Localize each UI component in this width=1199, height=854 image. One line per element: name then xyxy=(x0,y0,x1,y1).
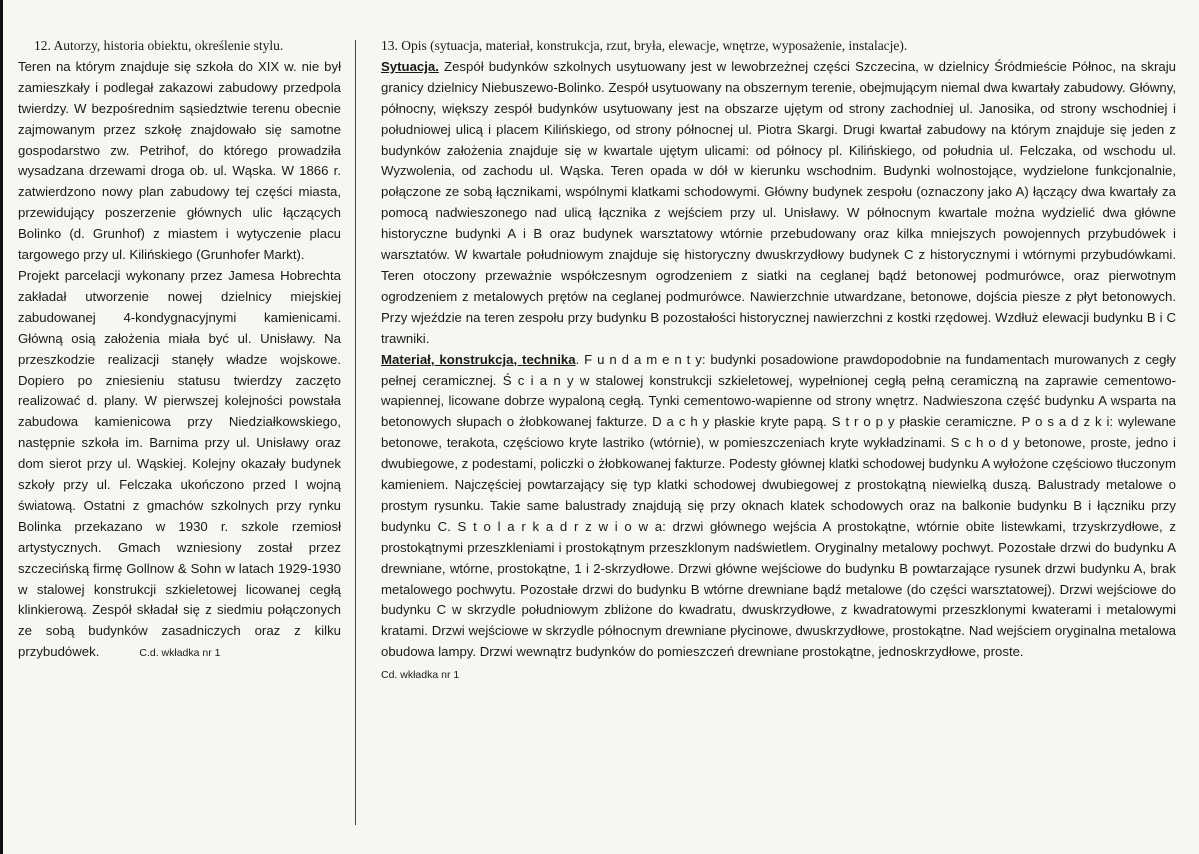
fundamenty-text: : budynki posadowione prawdopodobnie na fundamentach murowanych z cegły pełnej ceramicznej. xyxy=(381,351,1177,388)
sciany-label: Ś c i a n y xyxy=(502,372,574,388)
situation-text: Zespół budynków szkolnych usytuowany jest w lewobrzeżnej części Szczecina, w dzielnicy Śródmieście Północ, na skraju granicy dzielnicy Niebuszewo-Bolinko. Zespół usytuowany na obszernym terenie, obejmującym niemal dwa kwartały zabudowy. Główny, północny, większy zespół budynków usytuowany jest na obszarze ujętym od strony zachodniej ul. Janosika, od strony wschodniej i południowej ulicą i placem Kilińskiego, od strony północnej ul. Piotra Skargi. Drugi kwartał zabudowy na którym znajduje się jeden z budynków założenia znajduje się w kwartale ujętym ulicami: od północy pl. Kilińskiego, od południa ul. Felczaka, od wschodu ul. Wyzwolenia, od zachodu ul. Wąska. Teren opada w dół w kierunku wschodnim. Budynki wolnostojące, wydzielone funkcjonalnie, połączone ze sobą łącznikami, wspólnymi klatkami schodowymi. Główny budynek zespołu (oznaczony jako A) łączący dwa kwartały za pomocą nadwieszonego nad ulicą łącznika z wejściem przy ul. Unisławy. W północnym kwartale można wydzielić dwa główne historyczne budynki A i B oraz budynek warsztatowy wtórnie przebudowany oraz kilka mniejszych powojennych przybudówek i warsztatów. W kwartale południowym znajduje się historyczny dwuskrzydłowy budynek C z historycznymi i wtórnymi przybudówkami. Teren otoczony przeważnie współczesnym ogrodzeniem z siatki na ceglanej bądź betonowej podmurówce, oraz pierwotnym ogrodzeniem z metalowych prętów na ceglanej podmurówce. Nawierzchnie utwardzane, betonowe, dojścia piesze z płyt betonowych. Przy wjeździe na teren zespołu przy budynku B pozostałości historycznej nawierzchni z kostki rzędowej. Wzdłuż elewacji budynku B i C trawniki. xyxy=(381,58,1176,346)
dachy-label: D a c h y xyxy=(652,414,710,430)
history-paragraph-2 xyxy=(18,266,341,664)
posadzki-text: : wylewane betonowe, terakota, częściowo kryte lastriko (wtórnie), w pomieszczeniach kryte wykładzinami. xyxy=(381,414,1177,451)
left-column xyxy=(18,36,341,664)
column-divider xyxy=(355,40,356,825)
continuation-note-right: Cd. wkładka nr 1 xyxy=(381,669,460,682)
material-label: Materiał, konstrukcja, technika xyxy=(381,351,576,367)
schody-text: betonowe, proste, jedno i dwubiegowe, z podestami, policzki o żłobkowanej fakturze. Podesty głównej klatki schodowej budynku A wyłożone częściowo tłuczonym kamieniem. Najczęściej powtarzający się typ klatki schodowej dwubiegowej z prostokątną niewielką duszą. Balustrady metalowe o prostym rysunku. Takie same balustrady znajdują się przy oknach klatek schodowych oraz na balkonie budynku B i łączniku przy budynku C. xyxy=(381,435,1176,534)
fundamenty-label: F u n d a m e n t y xyxy=(584,351,702,367)
posadzki-label: P o s a d z k i xyxy=(1021,414,1110,430)
schody-label: S c h o d y xyxy=(950,435,1020,451)
history-paragraph-1: Teren na którym znajduje się szkoła do XIX w. nie był zamieszkały i podlegał zakazowi zabudowy przedpola twierdzy. W bezpośrednim sąsiedztwie terenu obecnie zajmowanym przez szkołę znajdowało się samotne gospodarstwo zw. Petrihof, do którego prowadziła wysadzana drzewami droga ob. ul. Wąska. W 1866 r. zatwierdzono nowy plan zabudowy tej części miasta, przewidujący poszerzenie głównych ulic łączących Bolinko (d. Grunhof) z miastem i wytyczenie placu targowego przy ul. Kilińskiego (Grunhofer Markt). xyxy=(18,58,341,263)
material-paragraph xyxy=(381,350,1176,664)
stolarka-label: S t o l a r k a d r z w i o w a xyxy=(457,518,663,534)
situation-paragraph xyxy=(381,57,1176,350)
sciany-text: w stalowej konstrukcji szkieletowej, wypełnionej cegłą pełną ceramiczną na zaprawie cementowo-wapiennej, licowane dobrze wypaloną cegłą. Tynki cementowo-wapienne od strony wnętrz. Nadwieszona część budynku A wsparta na betonowych słupach o żłobkowanej fakturze. xyxy=(381,372,1176,430)
stolarka-text: : drzwi głównego wejścia A prostokątne, wtórnie obite listewkami, trzyskrzydłowe, z prostokątnymi przeszkleniami i prostokątnym przeszklonym nadświetlem. Oryginalny metalowy pochwyt. Pozostałe drzwi do budynku A drewniane, wtórne, prostokątne, 1 i 2-skrzydłowe. Drzwi główne wejściowe do budynku B powtarzające rysunek drzwi budynku A, brak metalowego pochwytu. Pozostałe drzwi do budynku B wtórne drewniane bądź metalowe (do części warsztatowej). Drzwi wejściowe do budynku C w skrzydle południowym zbliżone do kwadratu, dwuskrzydłowe, z kwadratowymi przeszklonymi kwaterami i metalowymi kratami. Drzwi wejściowe w skrzydle północnym drewniane płycinowe, dwuskrzydłowe, prostokątne. Nad wejściem oryginalna metalowa obudowa lampy. Drzwi wewnątrz budynków do pomieszczeń drewniane prostokątne, jednoskrzydłowe, proste. xyxy=(381,518,1176,660)
stropy-label: S t r o p y xyxy=(831,414,895,430)
dachy-text: płaskie kryte papą. xyxy=(709,414,827,430)
history-paragraph-2-text: Projekt parcelacji wykonany przez Jamesa Hobrechta zakładał utworzenie nowej dzielnicy miejskiej zabudowanej 4-kondygnacyjnymi kamienicami. Główną osią założenia miała być ul. Unisławy. Na przeszkodzie realizacji stanęły władze wojskowe. Dopiero po zniesieniu statusu twierdzy zaczęto realizować d. plany. W pierwszej kolejności powstała zabudowa kamienicowa przy Niedziałkowskiego, następnie szkoła im. Barnima przy ul. Unisławy oraz dom sierot przy ul. Wąskiej. Kolejny okazały budynek szkoły przy ul. Felczaka ukończono przed I wojną światową. Ostatni z gmachów szkolnych przy rynku Bolinka przekazano w 1930 r. szkole rzemiosł artystycznych. Gmach wzniesiony został przez szczecińską firmę Gollnow & Sohn w latach 1929-1930 w stalowej konstrukcji szkieletowej licowanej cegłą klinkierową. Zespół składał się z siedmiu połączonych ze sobą budynków zasadniczych oraz z kilku przybudówek. xyxy=(18,267,341,660)
page-edge xyxy=(0,0,3,854)
material-intro: . xyxy=(575,351,580,367)
situation-label: Sytuacja. xyxy=(381,58,439,74)
stropy-text: płaskie ceramiczne. xyxy=(894,414,1017,430)
continuation-note-left: C.d. wkładka nr 1 xyxy=(139,647,221,660)
section-13-heading: 13. Opis (sytuacja, materiał, konstrukcja, rzut, bryła, elewacje, wnętrze, wyposażenie, instalacje). xyxy=(381,38,908,53)
right-column xyxy=(381,36,1176,686)
section-12-heading: 12. Autorzy, historia obiektu, określenie stylu. xyxy=(34,38,284,53)
